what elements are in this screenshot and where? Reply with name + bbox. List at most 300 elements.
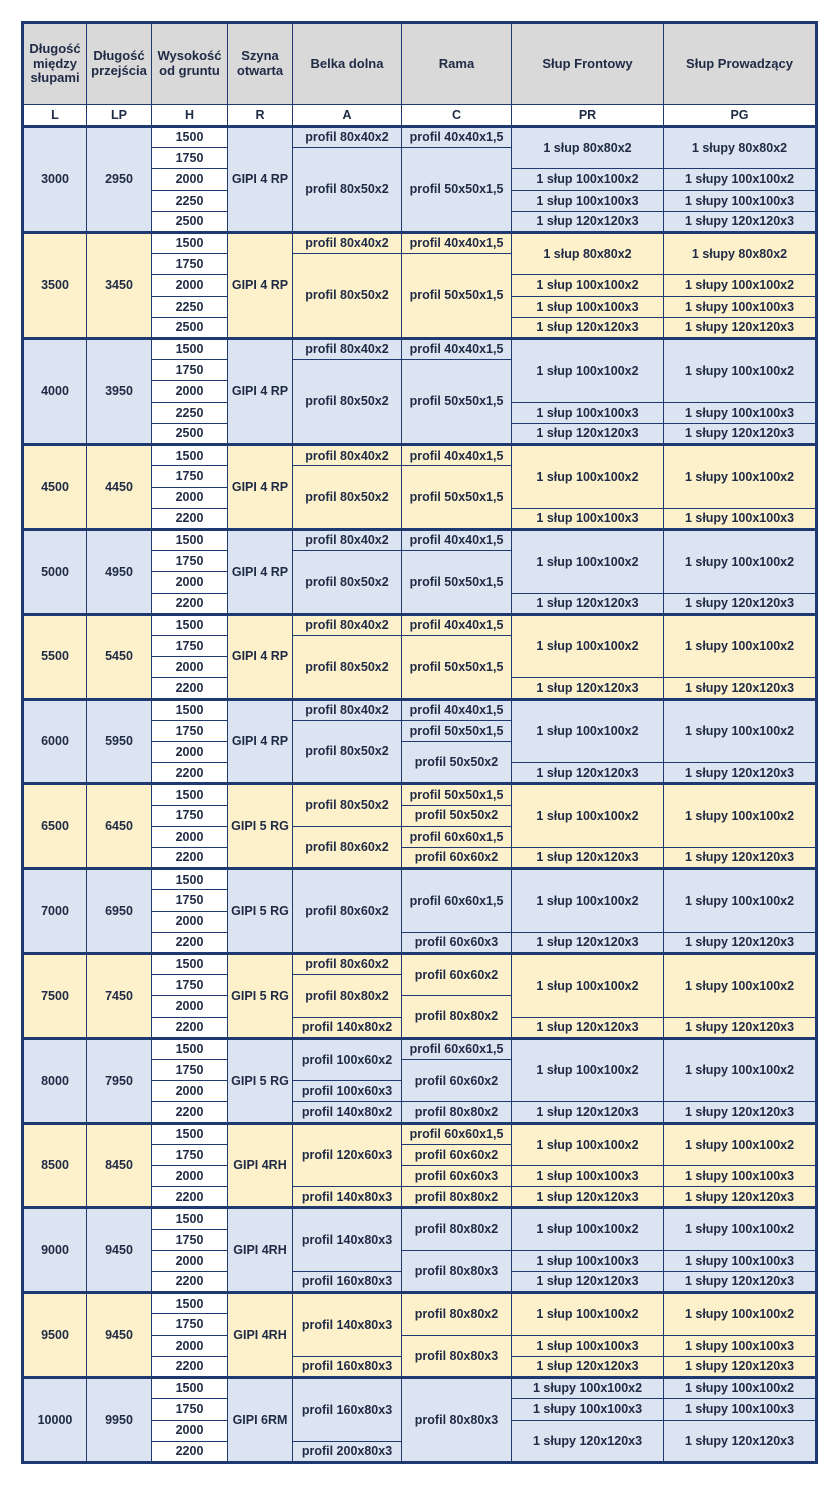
cell-rail: GIPI 4 RP xyxy=(228,339,293,445)
cell-height: 1500 xyxy=(152,1038,228,1059)
cell-guide-post: 1 słupy 100x100x3 xyxy=(664,1250,817,1271)
cell-bottom-beam: profil 80x40x2 xyxy=(293,233,402,254)
symbol-PG: PG xyxy=(664,105,817,127)
table-row xyxy=(23,529,817,550)
group-9000 xyxy=(23,1208,817,1293)
cell-front-post: 1 słup 120x120x3 xyxy=(512,317,664,338)
cell-frame: profil 60x60x2 xyxy=(402,953,512,995)
cell-front-post: 1 słup 100x100x3 xyxy=(512,296,664,317)
cell-height: 2200 xyxy=(152,1017,228,1038)
cell-guide-post: 1 słupy 80x80x2 xyxy=(664,233,817,275)
cell-frame: profil 50x50x1,5 xyxy=(402,148,512,233)
cell-length: 5000 xyxy=(23,529,87,614)
cell-front-post: 1 słup 100x100x2 xyxy=(512,529,664,593)
header-R: Szyna otwarta xyxy=(228,23,293,105)
cell-length: 5500 xyxy=(23,614,87,699)
cell-frame: profil 60x60x2 xyxy=(402,1059,512,1101)
cell-passage-length: 3950 xyxy=(87,339,152,445)
cell-frame: profil 80x80x2 xyxy=(402,996,512,1038)
cell-guide-post: 1 słupy 100x100x3 xyxy=(664,1166,817,1187)
symbol-row xyxy=(23,105,817,127)
cell-passage-length: 4950 xyxy=(87,529,152,614)
cell-height: 2000 xyxy=(152,1420,228,1441)
cell-guide-post: 1 słupy 100x100x3 xyxy=(664,508,817,529)
cell-height: 2500 xyxy=(152,317,228,338)
cell-front-post: 1 słup 120x120x3 xyxy=(512,1356,664,1377)
cell-passage-length: 3450 xyxy=(87,233,152,339)
cell-frame: profil 50x50x1,5 xyxy=(402,466,512,530)
cell-front-post: 1 słup 100x100x2 xyxy=(512,1208,664,1250)
cell-rail: GIPI 4 RP xyxy=(228,127,293,233)
cell-frame: profil 80x80x2 xyxy=(402,1187,512,1208)
cell-rail: GIPI 5 RG xyxy=(228,869,293,954)
cell-guide-post: 1 słupy 80x80x2 xyxy=(664,127,817,169)
cell-length: 10000 xyxy=(23,1378,87,1463)
cell-rail: GIPI 4RH xyxy=(228,1208,293,1293)
cell-guide-post: 1 słupy 100x100x2 xyxy=(664,445,817,509)
symbol-C: C xyxy=(402,105,512,127)
cell-guide-post: 1 słupy 100x100x2 xyxy=(664,869,817,933)
cell-frame: profil 40x40x1,5 xyxy=(402,233,512,254)
cell-bottom-beam: profil 160x80x3 xyxy=(293,1272,402,1293)
cell-passage-length: 4450 xyxy=(87,445,152,530)
cell-guide-post: 1 słupy 120x120x3 xyxy=(664,211,817,232)
header-C: Rama xyxy=(402,23,512,105)
cell-front-post: 1 słup 100x100x3 xyxy=(512,402,664,423)
cell-front-post: 1 słup 100x100x2 xyxy=(512,1293,664,1335)
cell-guide-post: 1 słupy 100x100x2 xyxy=(664,529,817,593)
cell-height: 2000 xyxy=(152,1250,228,1271)
cell-height: 2200 xyxy=(152,508,228,529)
cell-height: 1500 xyxy=(152,614,228,635)
table-row xyxy=(23,339,817,360)
cell-height: 2000 xyxy=(152,1166,228,1187)
cell-frame: profil 80x80x3 xyxy=(402,1378,512,1463)
cell-length: 9000 xyxy=(23,1208,87,1293)
cell-height: 2200 xyxy=(152,1272,228,1293)
cell-height: 2000 xyxy=(152,657,228,678)
table-row xyxy=(23,784,817,805)
cell-frame: profil 80x80x2 xyxy=(402,1102,512,1123)
group-3000 xyxy=(23,127,817,233)
group-8500 xyxy=(23,1123,817,1208)
cell-length: 8000 xyxy=(23,1038,87,1123)
cell-guide-post: 1 słupy 120x120x3 xyxy=(664,1356,817,1377)
cell-guide-post: 1 słupy 120x120x3 xyxy=(664,847,817,868)
cell-bottom-beam: profil 80x50x2 xyxy=(293,466,402,530)
cell-length: 8500 xyxy=(23,1123,87,1208)
cell-guide-post: 1 słupy 100x100x2 xyxy=(664,614,817,678)
cell-front-post: 1 słup 120x120x3 xyxy=(512,847,664,868)
cell-bottom-beam: profil 80x50x2 xyxy=(293,784,402,826)
cell-height: 2000 xyxy=(152,572,228,593)
symbol-L: L xyxy=(23,105,87,127)
header-row xyxy=(23,23,817,105)
cell-front-post: 1 słup 100x100x2 xyxy=(512,614,664,678)
cell-rail: GIPI 5 RG xyxy=(228,784,293,869)
group-6500 xyxy=(23,784,817,869)
cell-bottom-beam: profil 200x80x3 xyxy=(293,1441,402,1462)
cell-height: 2200 xyxy=(152,678,228,699)
cell-guide-post: 1 słupy 120x120x3 xyxy=(664,1017,817,1038)
cell-bottom-beam: profil 80x40x2 xyxy=(293,445,402,466)
cell-height: 1500 xyxy=(152,1208,228,1229)
gate-spec-table xyxy=(21,21,818,1464)
cell-height: 1500 xyxy=(152,869,228,890)
cell-guide-post: 1 słupy 100x100x2 xyxy=(664,1378,817,1399)
cell-bottom-beam: profil 80x60x2 xyxy=(293,826,402,868)
header-PG: Słup Prowadzący xyxy=(664,23,817,105)
cell-frame: profil 60x60x2 xyxy=(402,1144,512,1165)
cell-height: 2000 xyxy=(152,1081,228,1102)
group-5500 xyxy=(23,614,817,699)
cell-bottom-beam: profil 140x80x3 xyxy=(293,1293,402,1357)
cell-height: 2000 xyxy=(152,487,228,508)
cell-height: 2250 xyxy=(152,402,228,423)
cell-rail: GIPI 4RH xyxy=(228,1293,293,1378)
cell-frame: profil 60x60x3 xyxy=(402,1166,512,1187)
cell-height: 2000 xyxy=(152,381,228,402)
cell-height: 2200 xyxy=(152,763,228,784)
cell-rail: GIPI 4RH xyxy=(228,1123,293,1208)
cell-frame: profil 50x50x1,5 xyxy=(402,551,512,615)
cell-length: 7500 xyxy=(23,953,87,1038)
cell-height: 1750 xyxy=(152,466,228,487)
table-row xyxy=(23,1208,817,1229)
cell-frame: profil 50x50x1,5 xyxy=(402,635,512,699)
cell-length: 4000 xyxy=(23,339,87,445)
cell-height: 1750 xyxy=(152,1059,228,1080)
cell-rail: GIPI 6RM xyxy=(228,1378,293,1463)
header-A: Belka dolna xyxy=(293,23,402,105)
cell-guide-post: 1 słupy 100x100x3 xyxy=(664,1399,817,1420)
cell-height: 1750 xyxy=(152,720,228,741)
cell-height: 1500 xyxy=(152,1123,228,1144)
cell-length: 6000 xyxy=(23,699,87,784)
cell-frame: profil 50x50x1,5 xyxy=(402,784,512,805)
cell-bottom-beam: profil 120x60x3 xyxy=(293,1123,402,1187)
cell-height: 1500 xyxy=(152,784,228,805)
cell-height: 2000 xyxy=(152,741,228,762)
cell-front-post: 1 słupy 100x100x3 xyxy=(512,1399,664,1420)
symbol-H: H xyxy=(152,105,228,127)
table-row xyxy=(23,1378,817,1399)
cell-passage-length: 9950 xyxy=(87,1378,152,1463)
cell-bottom-beam: profil 80x60x2 xyxy=(293,869,402,954)
table-row xyxy=(23,953,817,974)
cell-height: 1500 xyxy=(152,1293,228,1314)
cell-front-post: 1 słup 80x80x2 xyxy=(512,127,664,169)
table-row xyxy=(23,233,817,254)
header-PR: Słup Frontowy xyxy=(512,23,664,105)
cell-guide-post: 1 słupy 100x100x2 xyxy=(664,1038,817,1102)
cell-guide-post: 1 słupy 100x100x2 xyxy=(664,169,817,190)
cell-rail: GIPI 4 RP xyxy=(228,233,293,339)
cell-frame: profil 60x60x1,5 xyxy=(402,826,512,847)
cell-frame: profil 50x50x1,5 xyxy=(402,360,512,445)
cell-frame: profil 80x80x3 xyxy=(402,1335,512,1377)
cell-front-post: 1 słup 100x100x2 xyxy=(512,339,664,403)
cell-frame: profil 60x60x1,5 xyxy=(402,869,512,933)
cell-height: 2200 xyxy=(152,1187,228,1208)
cell-passage-length: 8450 xyxy=(87,1123,152,1208)
cell-bottom-beam: profil 80x40x2 xyxy=(293,127,402,148)
cell-front-post: 1 słup 100x100x2 xyxy=(512,869,664,933)
cell-height: 1750 xyxy=(152,148,228,169)
cell-length: 3000 xyxy=(23,127,87,233)
cell-frame: profil 50x50x1,5 xyxy=(402,720,512,741)
group-4000 xyxy=(23,339,817,445)
cell-bottom-beam: profil 140x80x2 xyxy=(293,1102,402,1123)
cell-rail: GIPI 4 RP xyxy=(228,699,293,784)
cell-front-post: 1 słup 100x100x2 xyxy=(512,953,664,1017)
cell-passage-length: 5450 xyxy=(87,614,152,699)
cell-frame: profil 40x40x1,5 xyxy=(402,614,512,635)
cell-height: 1750 xyxy=(152,1144,228,1165)
cell-rail: GIPI 4 RP xyxy=(228,529,293,614)
cell-guide-post: 1 słupy 120x120x3 xyxy=(664,593,817,614)
cell-height: 1500 xyxy=(152,127,228,148)
cell-bottom-beam: profil 80x50x2 xyxy=(293,720,402,784)
cell-front-post: 1 słup 120x120x3 xyxy=(512,1017,664,1038)
cell-front-post: 1 słup 100x100x2 xyxy=(512,784,664,848)
cell-bottom-beam: profil 140x80x3 xyxy=(293,1208,402,1272)
cell-height: 2500 xyxy=(152,211,228,232)
cell-bottom-beam: profil 160x80x3 xyxy=(293,1378,402,1442)
cell-guide-post: 1 słupy 100x100x2 xyxy=(664,1123,817,1165)
cell-frame: profil 40x40x1,5 xyxy=(402,127,512,148)
cell-front-post: 1 słup 100x100x3 xyxy=(512,1250,664,1271)
cell-height: 2000 xyxy=(152,911,228,932)
cell-guide-post: 1 słupy 100x100x2 xyxy=(664,953,817,1017)
group-9500 xyxy=(23,1293,817,1378)
cell-bottom-beam: profil 80x50x2 xyxy=(293,360,402,445)
cell-bottom-beam: profil 140x80x2 xyxy=(293,1017,402,1038)
cell-front-post: 1 słup 120x120x3 xyxy=(512,1272,664,1293)
table-row xyxy=(23,1038,817,1059)
cell-guide-post: 1 słupy 100x100x2 xyxy=(664,275,817,296)
cell-height: 1500 xyxy=(152,699,228,720)
cell-frame: profil 40x40x1,5 xyxy=(402,529,512,550)
table-row xyxy=(23,1293,817,1314)
cell-bottom-beam: profil 160x80x3 xyxy=(293,1356,402,1377)
cell-height: 1500 xyxy=(152,445,228,466)
cell-height: 2000 xyxy=(152,826,228,847)
cell-length: 3500 xyxy=(23,233,87,339)
cell-bottom-beam: profil 80x50x2 xyxy=(293,635,402,699)
cell-guide-post: 1 słupy 100x100x3 xyxy=(664,1335,817,1356)
cell-height: 1500 xyxy=(152,1378,228,1399)
cell-height: 1750 xyxy=(152,1399,228,1420)
group-7500 xyxy=(23,953,817,1038)
cell-passage-length: 6950 xyxy=(87,869,152,954)
table-row xyxy=(23,445,817,466)
cell-height: 2200 xyxy=(152,1441,228,1462)
cell-height: 1500 xyxy=(152,953,228,974)
cell-height: 1750 xyxy=(152,805,228,826)
cell-height: 1500 xyxy=(152,529,228,550)
cell-bottom-beam: profil 80x40x2 xyxy=(293,699,402,720)
cell-guide-post: 1 słupy 100x100x2 xyxy=(664,339,817,403)
cell-passage-length: 6450 xyxy=(87,784,152,869)
cell-front-post: 1 słup 120x120x3 xyxy=(512,1187,664,1208)
header-H: Wysokość od gruntu xyxy=(152,23,228,105)
cell-front-post: 1 słup 100x100x3 xyxy=(512,1335,664,1356)
cell-frame: profil 60x60x2 xyxy=(402,847,512,868)
cell-guide-post: 1 słupy 120x120x3 xyxy=(664,1420,817,1463)
cell-frame: profil 40x40x1,5 xyxy=(402,445,512,466)
cell-guide-post: 1 słupy 100x100x2 xyxy=(664,699,817,763)
cell-frame: profil 50x50x1,5 xyxy=(402,254,512,339)
cell-bottom-beam: profil 80x50x2 xyxy=(293,254,402,339)
group-5000 xyxy=(23,529,817,614)
cell-front-post: 1 słupy 100x100x2 xyxy=(512,1378,664,1399)
cell-height: 1750 xyxy=(152,890,228,911)
cell-frame: profil 80x80x2 xyxy=(402,1208,512,1250)
header-LP: Długość przejścia xyxy=(87,23,152,105)
cell-front-post: 1 słup 100x100x3 xyxy=(512,190,664,211)
cell-guide-post: 1 słupy 100x100x3 xyxy=(664,402,817,423)
cell-guide-post: 1 słupy 120x120x3 xyxy=(664,1102,817,1123)
cell-length: 6500 xyxy=(23,784,87,869)
cell-bottom-beam: profil 100x60x2 xyxy=(293,1038,402,1080)
cell-front-post: 1 słup 100x100x2 xyxy=(512,445,664,509)
cell-height: 1750 xyxy=(152,975,228,996)
cell-front-post: 1 słupy 120x120x3 xyxy=(512,1420,664,1463)
cell-front-post: 1 słup 120x120x3 xyxy=(512,593,664,614)
table-row xyxy=(23,127,817,148)
cell-passage-length: 9450 xyxy=(87,1208,152,1293)
cell-height: 2250 xyxy=(152,190,228,211)
cell-passage-length: 9450 xyxy=(87,1293,152,1378)
cell-front-post: 1 słup 100x100x2 xyxy=(512,169,664,190)
cell-guide-post: 1 słupy 100x100x3 xyxy=(664,296,817,317)
cell-guide-post: 1 słupy 100x100x2 xyxy=(664,1293,817,1335)
cell-frame: profil 80x80x2 xyxy=(402,1293,512,1335)
table-row xyxy=(23,869,817,890)
table-row xyxy=(23,1123,817,1144)
cell-rail: GIPI 4 RP xyxy=(228,445,293,530)
cell-front-post: 1 słup 120x120x3 xyxy=(512,763,664,784)
cell-front-post: 1 słup 80x80x2 xyxy=(512,233,664,275)
cell-front-post: 1 słup 120x120x3 xyxy=(512,678,664,699)
cell-height: 1750 xyxy=(152,254,228,275)
cell-height: 2000 xyxy=(152,1335,228,1356)
cell-bottom-beam: profil 80x50x2 xyxy=(293,551,402,615)
cell-front-post: 1 słup 100x100x2 xyxy=(512,275,664,296)
cell-height: 2250 xyxy=(152,296,228,317)
cell-guide-post: 1 słupy 120x120x3 xyxy=(664,1187,817,1208)
cell-height: 1750 xyxy=(152,1314,228,1335)
cell-height: 2200 xyxy=(152,932,228,953)
cell-front-post: 1 słup 100x100x2 xyxy=(512,699,664,763)
symbol-A: A xyxy=(293,105,402,127)
cell-guide-post: 1 słupy 120x120x3 xyxy=(664,763,817,784)
cell-height: 1500 xyxy=(152,233,228,254)
cell-height: 2200 xyxy=(152,847,228,868)
cell-height: 2500 xyxy=(152,423,228,444)
symbol-PR: PR xyxy=(512,105,664,127)
cell-guide-post: 1 słupy 120x120x3 xyxy=(664,423,817,444)
cell-bottom-beam: profil 80x40x2 xyxy=(293,614,402,635)
cell-front-post: 1 słup 100x100x2 xyxy=(512,1123,664,1165)
cell-frame: profil 60x60x1,5 xyxy=(402,1123,512,1144)
group-8000 xyxy=(23,1038,817,1123)
cell-guide-post: 1 słupy 120x120x3 xyxy=(664,932,817,953)
cell-bottom-beam: profil 80x40x2 xyxy=(293,529,402,550)
cell-guide-post: 1 słupy 100x100x2 xyxy=(664,784,817,848)
cell-bottom-beam: profil 80x50x2 xyxy=(293,148,402,233)
cell-length: 4500 xyxy=(23,445,87,530)
group-10000 xyxy=(23,1378,817,1463)
cell-length: 7000 xyxy=(23,869,87,954)
symbol-LP: LP xyxy=(87,105,152,127)
table-row xyxy=(23,614,817,635)
symbol-R: R xyxy=(228,105,293,127)
cell-frame: profil 60x60x1,5 xyxy=(402,1038,512,1059)
cell-passage-length: 2950 xyxy=(87,127,152,233)
cell-front-post: 1 słup 120x120x3 xyxy=(512,1102,664,1123)
cell-guide-post: 1 słupy 120x120x3 xyxy=(664,1272,817,1293)
cell-front-post: 1 słup 120x120x3 xyxy=(512,211,664,232)
cell-front-post: 1 słup 100x100x3 xyxy=(512,1166,664,1187)
cell-rail: GIPI 5 RG xyxy=(228,953,293,1038)
cell-frame: profil 80x80x3 xyxy=(402,1250,512,1292)
group-4500 xyxy=(23,445,817,530)
cell-bottom-beam: profil 80x80x2 xyxy=(293,975,402,1017)
cell-height: 2200 xyxy=(152,1356,228,1377)
header-L: Długość między słupami xyxy=(23,23,87,105)
group-6000 xyxy=(23,699,817,784)
cell-height: 1750 xyxy=(152,551,228,572)
cell-front-post: 1 słup 100x100x2 xyxy=(512,1038,664,1102)
cell-passage-length: 7450 xyxy=(87,953,152,1038)
cell-height: 2000 xyxy=(152,275,228,296)
cell-frame: profil 50x50x2 xyxy=(402,741,512,783)
cell-height: 1750 xyxy=(152,635,228,656)
cell-frame: profil 50x50x2 xyxy=(402,805,512,826)
cell-bottom-beam: profil 80x40x2 xyxy=(293,339,402,360)
cell-bottom-beam: profil 100x60x3 xyxy=(293,1081,402,1102)
cell-rail: GIPI 5 RG xyxy=(228,1038,293,1123)
cell-frame: profil 40x40x1,5 xyxy=(402,339,512,360)
cell-height: 2200 xyxy=(152,593,228,614)
cell-passage-length: 7950 xyxy=(87,1038,152,1123)
cell-frame: profil 40x40x1,5 xyxy=(402,699,512,720)
cell-frame: profil 60x60x3 xyxy=(402,932,512,953)
cell-height: 2000 xyxy=(152,996,228,1017)
cell-rail: GIPI 4 RP xyxy=(228,614,293,699)
group-7000 xyxy=(23,869,817,954)
cell-height: 1750 xyxy=(152,360,228,381)
cell-height: 1500 xyxy=(152,339,228,360)
cell-height: 1750 xyxy=(152,1229,228,1250)
cell-guide-post: 1 słupy 120x120x3 xyxy=(664,678,817,699)
group-3500 xyxy=(23,233,817,339)
cell-guide-post: 1 słupy 100x100x2 xyxy=(664,1208,817,1250)
cell-height: 2000 xyxy=(152,169,228,190)
cell-front-post: 1 słup 120x120x3 xyxy=(512,423,664,444)
cell-front-post: 1 słup 100x100x3 xyxy=(512,508,664,529)
cell-guide-post: 1 słupy 120x120x3 xyxy=(664,317,817,338)
cell-guide-post: 1 słupy 100x100x3 xyxy=(664,190,817,211)
cell-bottom-beam: profil 140x80x3 xyxy=(293,1187,402,1208)
cell-bottom-beam: profil 80x60x2 xyxy=(293,953,402,974)
cell-height: 2200 xyxy=(152,1102,228,1123)
cell-length: 9500 xyxy=(23,1293,87,1378)
table-row xyxy=(23,699,817,720)
cell-passage-length: 5950 xyxy=(87,699,152,784)
